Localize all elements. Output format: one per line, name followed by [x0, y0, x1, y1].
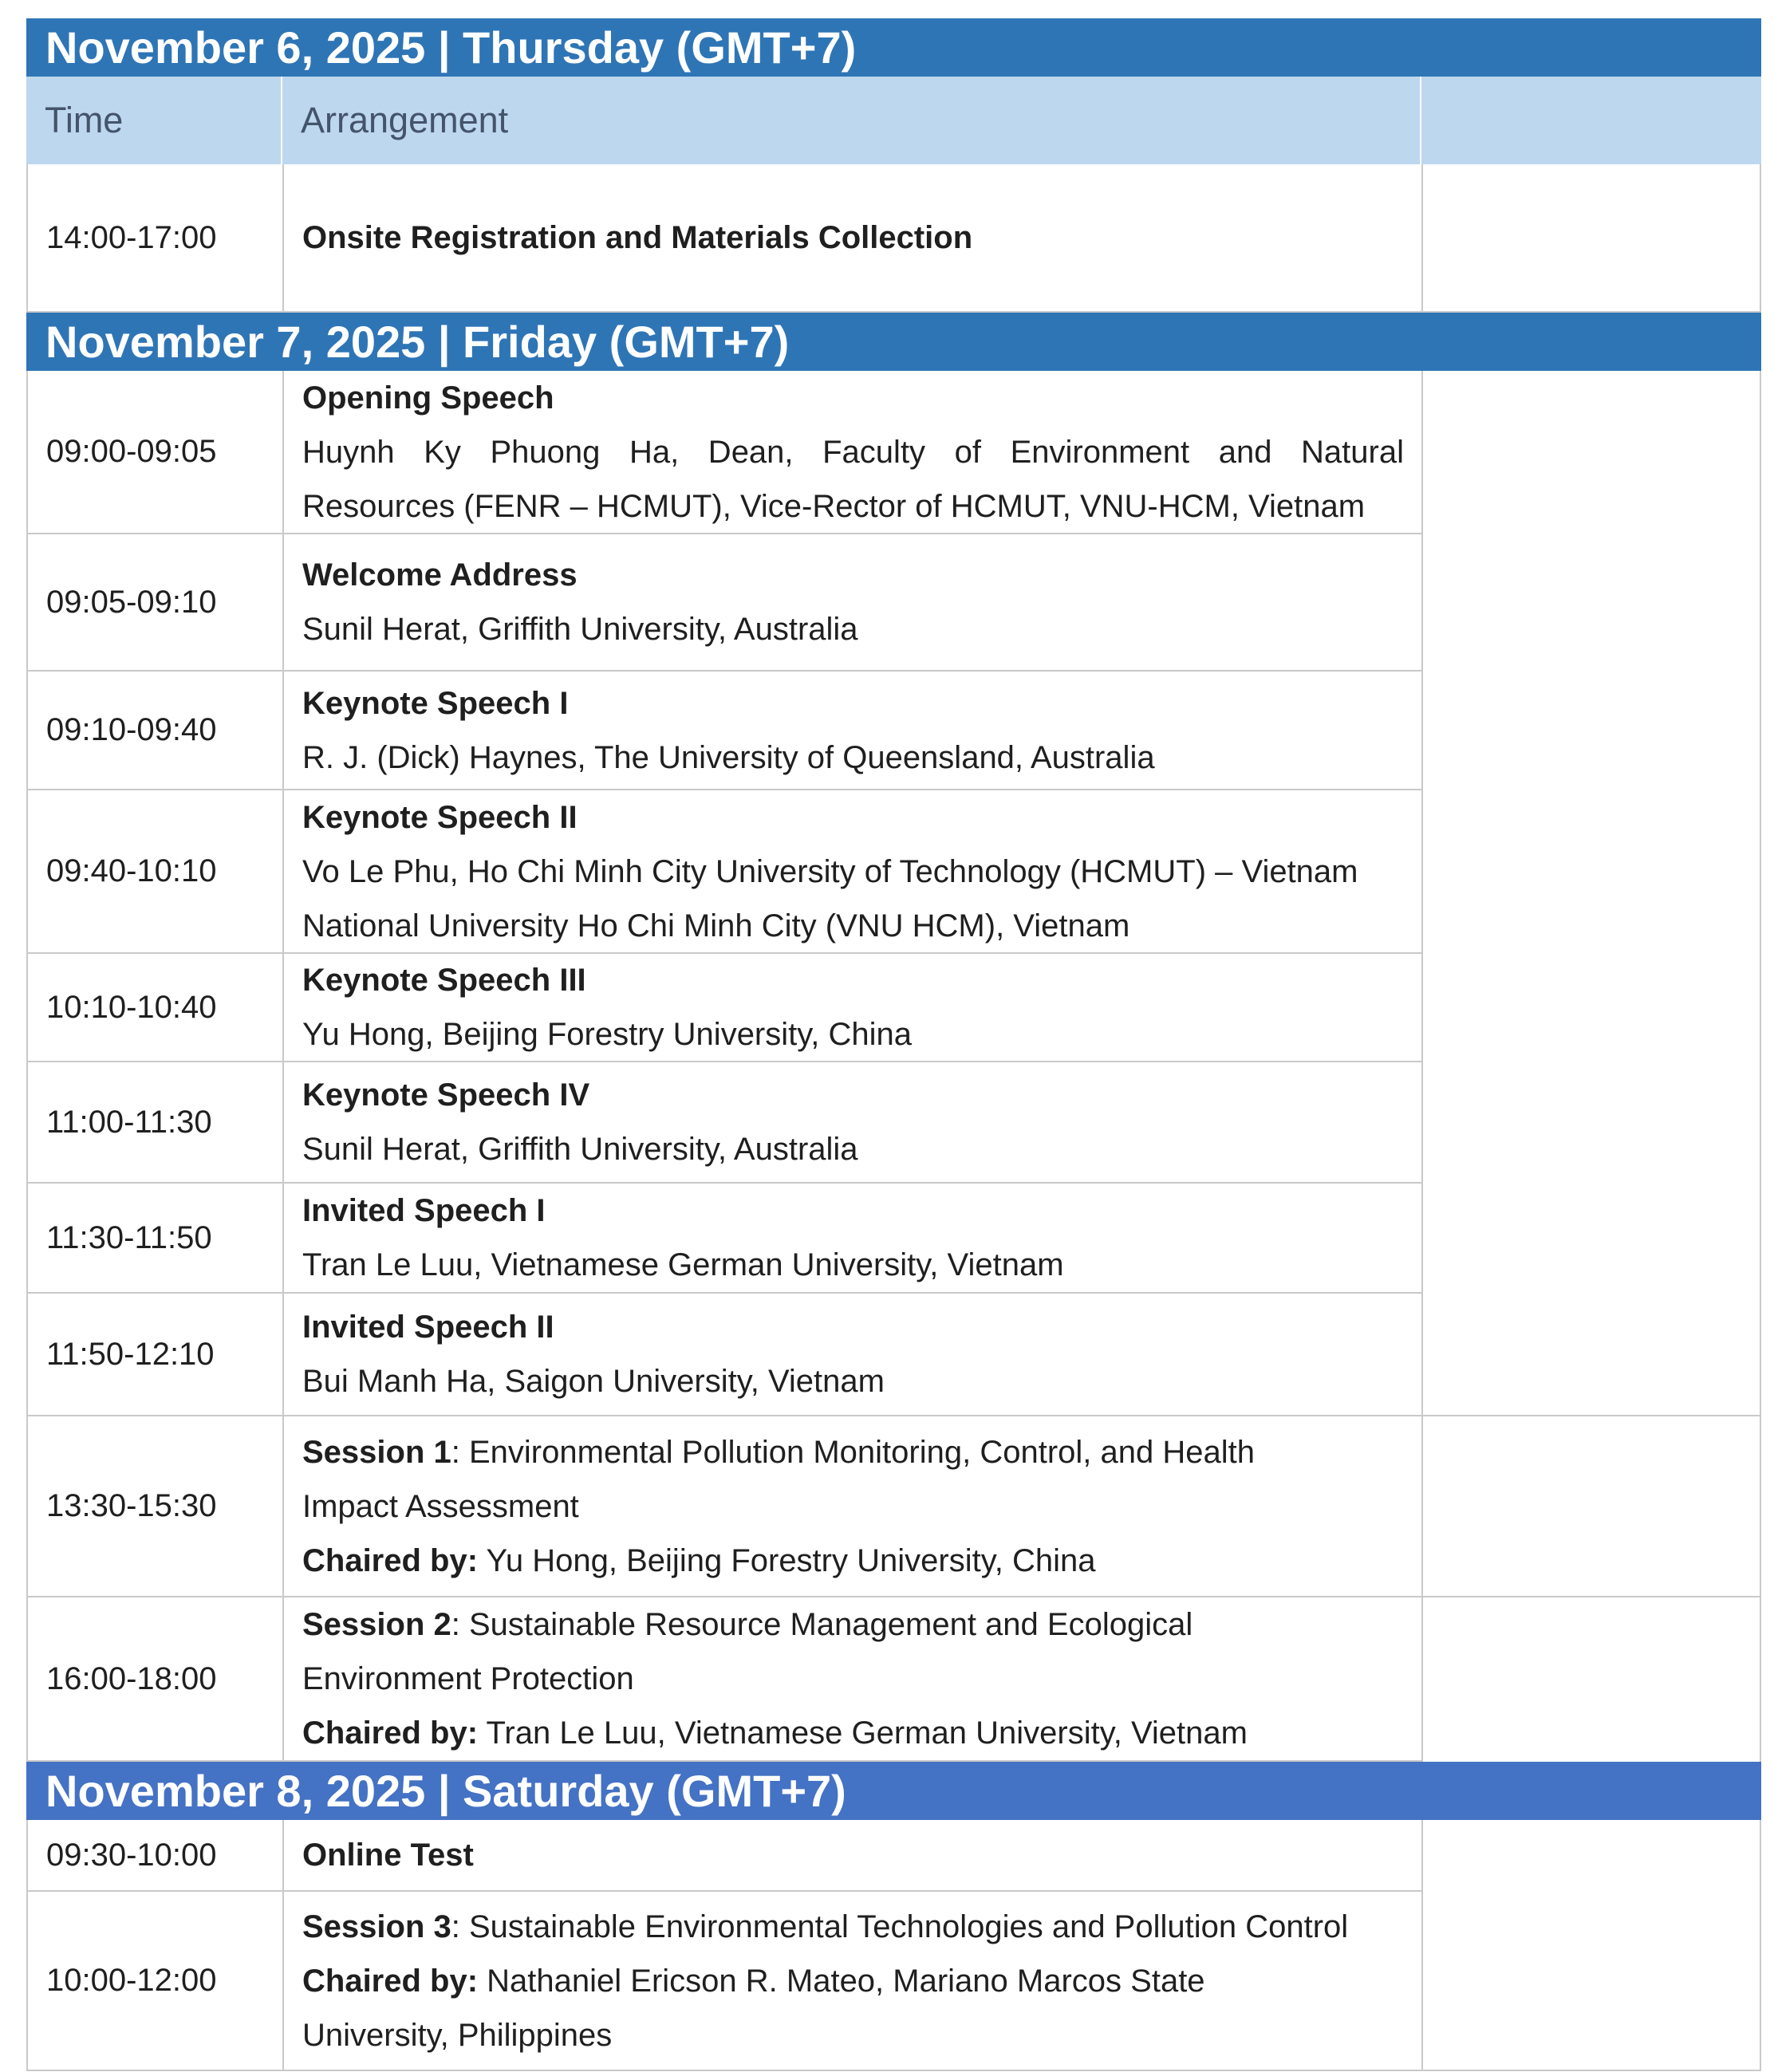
item-title: Keynote Speech II — [302, 799, 578, 835]
day-header-nov-7: November 7, 2025 | Friday (GMT+7) — [26, 313, 1761, 371]
arrangement-cell — [282, 672, 1421, 790]
session-topic: : Sustainable Environmental Technologies and Pollution Control — [451, 1909, 1349, 1944]
extra-cell — [1421, 371, 1761, 534]
chair-name: Tran Le Luu, Vietnamese German University, Vietnam — [478, 1716, 1248, 1751]
extra-cell — [1421, 954, 1761, 1062]
chair-line — [302, 1706, 1404, 1760]
chair-line — [302, 1534, 1404, 1588]
extra-cell — [1421, 534, 1761, 672]
time-cell: 11:30-11:50 — [26, 1184, 282, 1294]
session-topic: : Sustainable Resource Management and Ecological — [451, 1607, 1193, 1642]
extra-cell — [1421, 1416, 1761, 1597]
item-title: Online Test — [302, 1838, 474, 1873]
speaker-line: Vo Le Phu, Ho Chi Minh City University of Technology (HCMUT) – Vietnam — [302, 853, 1358, 889]
speaker-line: Sunil Herat, Griffith University, Australia — [302, 612, 858, 647]
arrangement-cell — [282, 371, 1421, 534]
time-cell: 09:10-09:40 — [26, 672, 282, 790]
table-row — [26, 164, 1761, 313]
arrangement-cell — [282, 1820, 1421, 1892]
item-title: Keynote Speech IV — [302, 1077, 590, 1113]
item-title: Invited Speech II — [302, 1310, 554, 1345]
extra-cell — [1421, 1184, 1761, 1294]
time-cell: 10:00-12:00 — [26, 1892, 282, 2071]
table-row — [26, 371, 1761, 534]
chair-line — [302, 1954, 1404, 2008]
time-cell: 11:00-11:30 — [26, 1062, 282, 1184]
time-cell: 10:10-10:40 — [26, 954, 282, 1062]
chair-label: Chaired by: — [302, 1716, 479, 1751]
column-header-time: Time — [26, 77, 282, 164]
time-cell: 13:30-15:30 — [26, 1416, 282, 1597]
session-line — [302, 1900, 1404, 1954]
time-cell: 14:00-17:00 — [26, 164, 282, 313]
session-topic-continued: Environment Protection — [302, 1661, 634, 1696]
arrangement-cell — [282, 1062, 1421, 1184]
arrangement-cell — [282, 1892, 1421, 2071]
column-header-empty — [1421, 77, 1761, 164]
table-row — [26, 534, 1761, 672]
column-header-arrangement: Arrangement — [282, 77, 1421, 164]
table-row — [26, 672, 1761, 790]
time-cell: 09:00-09:05 — [26, 371, 282, 534]
extra-cell — [1421, 1062, 1761, 1184]
chair-name-continued: University, Philippines — [302, 2017, 613, 2053]
item-title: Welcome Address — [302, 557, 578, 593]
day-header-nov-8: November 8, 2025 | Saturday (GMT+7) — [26, 1762, 1761, 1820]
speaker-line: National University Ho Chi Minh City (VNU HCM), Vietnam — [302, 908, 1130, 943]
arrangement-cell — [282, 954, 1421, 1062]
extra-cell — [1421, 1597, 1761, 1762]
chair-name: Yu Hong, Beijing Forestry University, China — [478, 1542, 1096, 1578]
speaker-line: Tran Le Luu, Vietnamese German University, Vietnam — [302, 1247, 1064, 1282]
time-cell: 16:00-18:00 — [26, 1597, 282, 1762]
chair-label: Chaired by: — [302, 1963, 479, 1999]
extra-cell — [1421, 164, 1761, 313]
arrangement-cell — [282, 1184, 1421, 1294]
session-line — [302, 1425, 1404, 1479]
arrangement-cell — [282, 164, 1421, 313]
table-row — [26, 954, 1761, 1062]
speaker-line: Bui Manh Ha, Saigon University, Vietnam — [302, 1364, 885, 1399]
extra-cell — [1421, 1892, 1761, 2071]
time-cell: 11:50-12:10 — [26, 1294, 282, 1416]
table-header-row — [26, 77, 1761, 164]
speaker-line: R. J. (Dick) Haynes, The University of Queensland, Australia — [302, 739, 1155, 775]
extra-cell — [1421, 672, 1761, 790]
item-title: Invited Speech I — [302, 1193, 546, 1228]
table-row — [26, 1892, 1761, 2071]
session-label: Session 1 — [302, 1434, 451, 1470]
arrangement-cell — [282, 1597, 1421, 1762]
table-row — [26, 790, 1761, 954]
table-row — [26, 1820, 1761, 1892]
extra-cell — [1421, 790, 1761, 954]
time-cell: 09:40-10:10 — [26, 790, 282, 954]
table-row — [26, 1597, 1761, 1762]
speaker-line: Yu Hong, Beijing Forestry University, China — [302, 1017, 913, 1052]
item-title: Keynote Speech I — [302, 685, 569, 721]
table-row — [26, 1294, 1761, 1416]
item-title: Onsite Registration and Materials Collection — [302, 220, 973, 255]
item-title: Opening Speech — [302, 380, 554, 416]
session-topic: : Environmental Pollution Monitoring, Control, and Health — [451, 1434, 1255, 1470]
extra-cell — [1421, 1294, 1761, 1416]
time-cell: 09:30-10:00 — [26, 1820, 282, 1892]
day-header-nov-6: November 6, 2025 | Thursday (GMT+7) — [26, 18, 1761, 77]
table-row — [26, 1062, 1761, 1184]
table-row — [26, 1416, 1761, 1597]
session-line — [302, 1597, 1404, 1652]
arrangement-cell — [282, 1416, 1421, 1597]
speaker-line: Huynh Ky Phuong Ha, Dean, Faculty of Environment and Natural — [302, 434, 1404, 470]
arrangement-cell — [282, 534, 1421, 672]
chair-label: Chaired by: — [302, 1542, 479, 1578]
session-label: Session 3 — [302, 1909, 451, 1944]
chair-name: Nathaniel Ericson R. Mateo, Mariano Marcos State — [478, 1963, 1205, 1999]
time-cell: 09:05-09:10 — [26, 534, 282, 672]
arrangement-cell — [282, 790, 1421, 954]
item-title: Keynote Speech III — [302, 963, 586, 998]
session-label: Session 2 — [302, 1607, 451, 1642]
arrangement-cell — [282, 1294, 1421, 1416]
extra-cell — [1421, 1820, 1761, 1892]
table-row — [26, 1184, 1761, 1294]
speaker-line: Resources (FENR – HCMUT), Vice-Rector of HCMUT, VNU-HCM, Vietnam — [302, 488, 1366, 524]
session-topic-continued: Impact Assessment — [302, 1488, 579, 1524]
speaker-line: Sunil Herat, Griffith University, Australia — [302, 1132, 858, 1167]
